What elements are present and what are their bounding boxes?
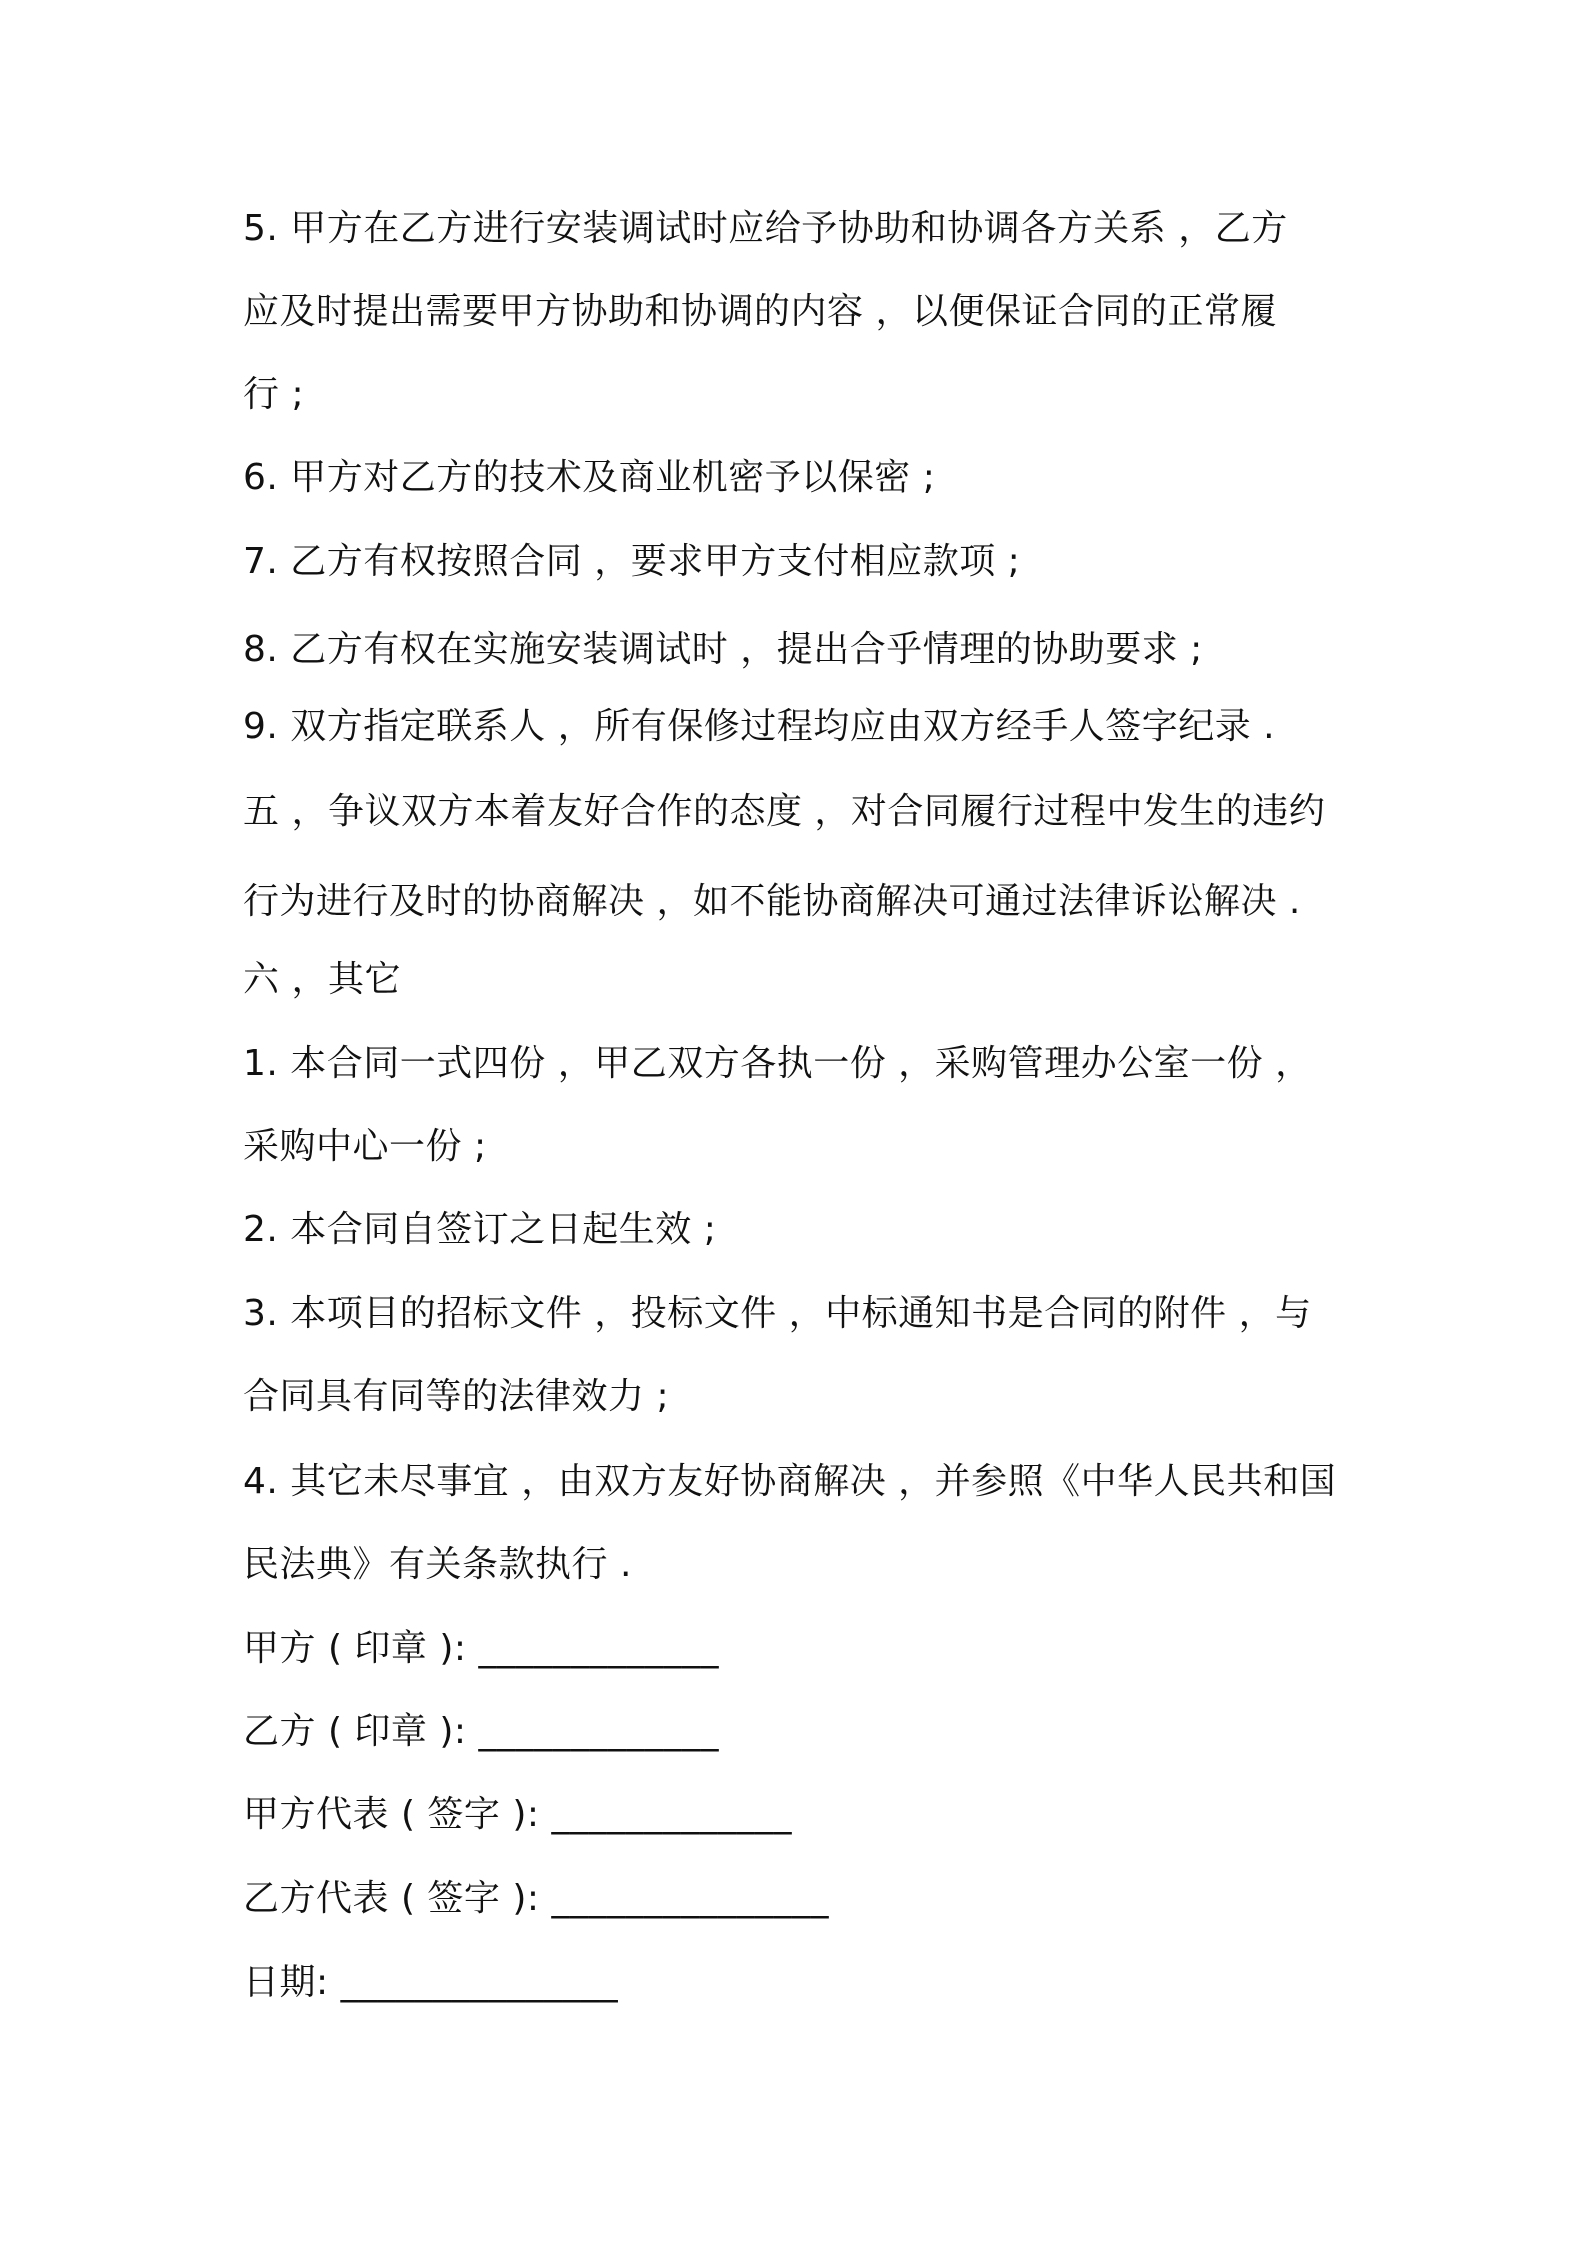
other-clause-4-line-1: 4. 其它未尽事宜 ，由双方友好协商解决 ，并参照《中华人民共和国 [243, 1461, 1337, 1502]
clause-5-line-2: 应及时提出需要甲方协助和协调的内容 ，以便保证合同的正常履 [243, 291, 1277, 332]
clause-7: 7. 乙方有权按照合同 ，要求甲方支付相应款项 ; [243, 541, 1021, 582]
date-line: 日期: _______________ [243, 1962, 619, 2003]
other-clause-1-line-2: 采购中心一份 ; [243, 1126, 487, 1167]
other-clause-4-line-2: 民法典》有关条款执行 . [243, 1544, 632, 1585]
party-a-seal-line: 甲方 ( 印章 ): _____________ [243, 1628, 719, 1669]
other-clause-3-line-1: 3. 本项目的招标文件 ，投标文件 ，中标通知书是合同的附件 ，与 [243, 1293, 1312, 1334]
clause-9: 9. 双方指定联系人 ，所有保修过程均应由双方经手人签字纪录 . [243, 706, 1276, 747]
other-clause-1-line-1: 1. 本合同一式四份 ，甲乙双方各执一份 ，采购管理办公室一份 ， [243, 1043, 1312, 1084]
section-5-line-2: 行为进行及时的协商解决 ，如不能协商解决可通过法律诉讼解决 . [243, 881, 1301, 922]
party-b-seal-line: 乙方 ( 印章 ): _____________ [243, 1711, 719, 1752]
party-b-representative-signature-line: 乙方代表 ( 签字 ): _______________ [243, 1878, 829, 1919]
section-5-line-1: 五 ，争议双方本着友好合作的态度 ，对合同履行过程中发生的违约 [243, 791, 1326, 832]
party-a-representative-signature-line: 甲方代表 ( 签字 ): _____________ [243, 1794, 792, 1835]
clause-8: 8. 乙方有权在实施安装调试时 ，提出合乎情理的协助要求 ; [243, 629, 1203, 670]
clause-5-line-3: 行 ; [243, 374, 305, 415]
clause-5-line-1: 5. 甲方在乙方进行安装调试时应给予协助和协调各方关系 ，乙方 [243, 208, 1288, 249]
other-clause-2: 2. 本合同自签订之日起生效 ; [243, 1209, 717, 1250]
section-6-heading: 六 ，其它 [243, 959, 401, 1000]
clause-6: 6. 甲方对乙方的技术及商业机密予以保密 ; [243, 457, 936, 498]
other-clause-3-line-2: 合同具有同等的法律效力 ; [243, 1376, 670, 1417]
